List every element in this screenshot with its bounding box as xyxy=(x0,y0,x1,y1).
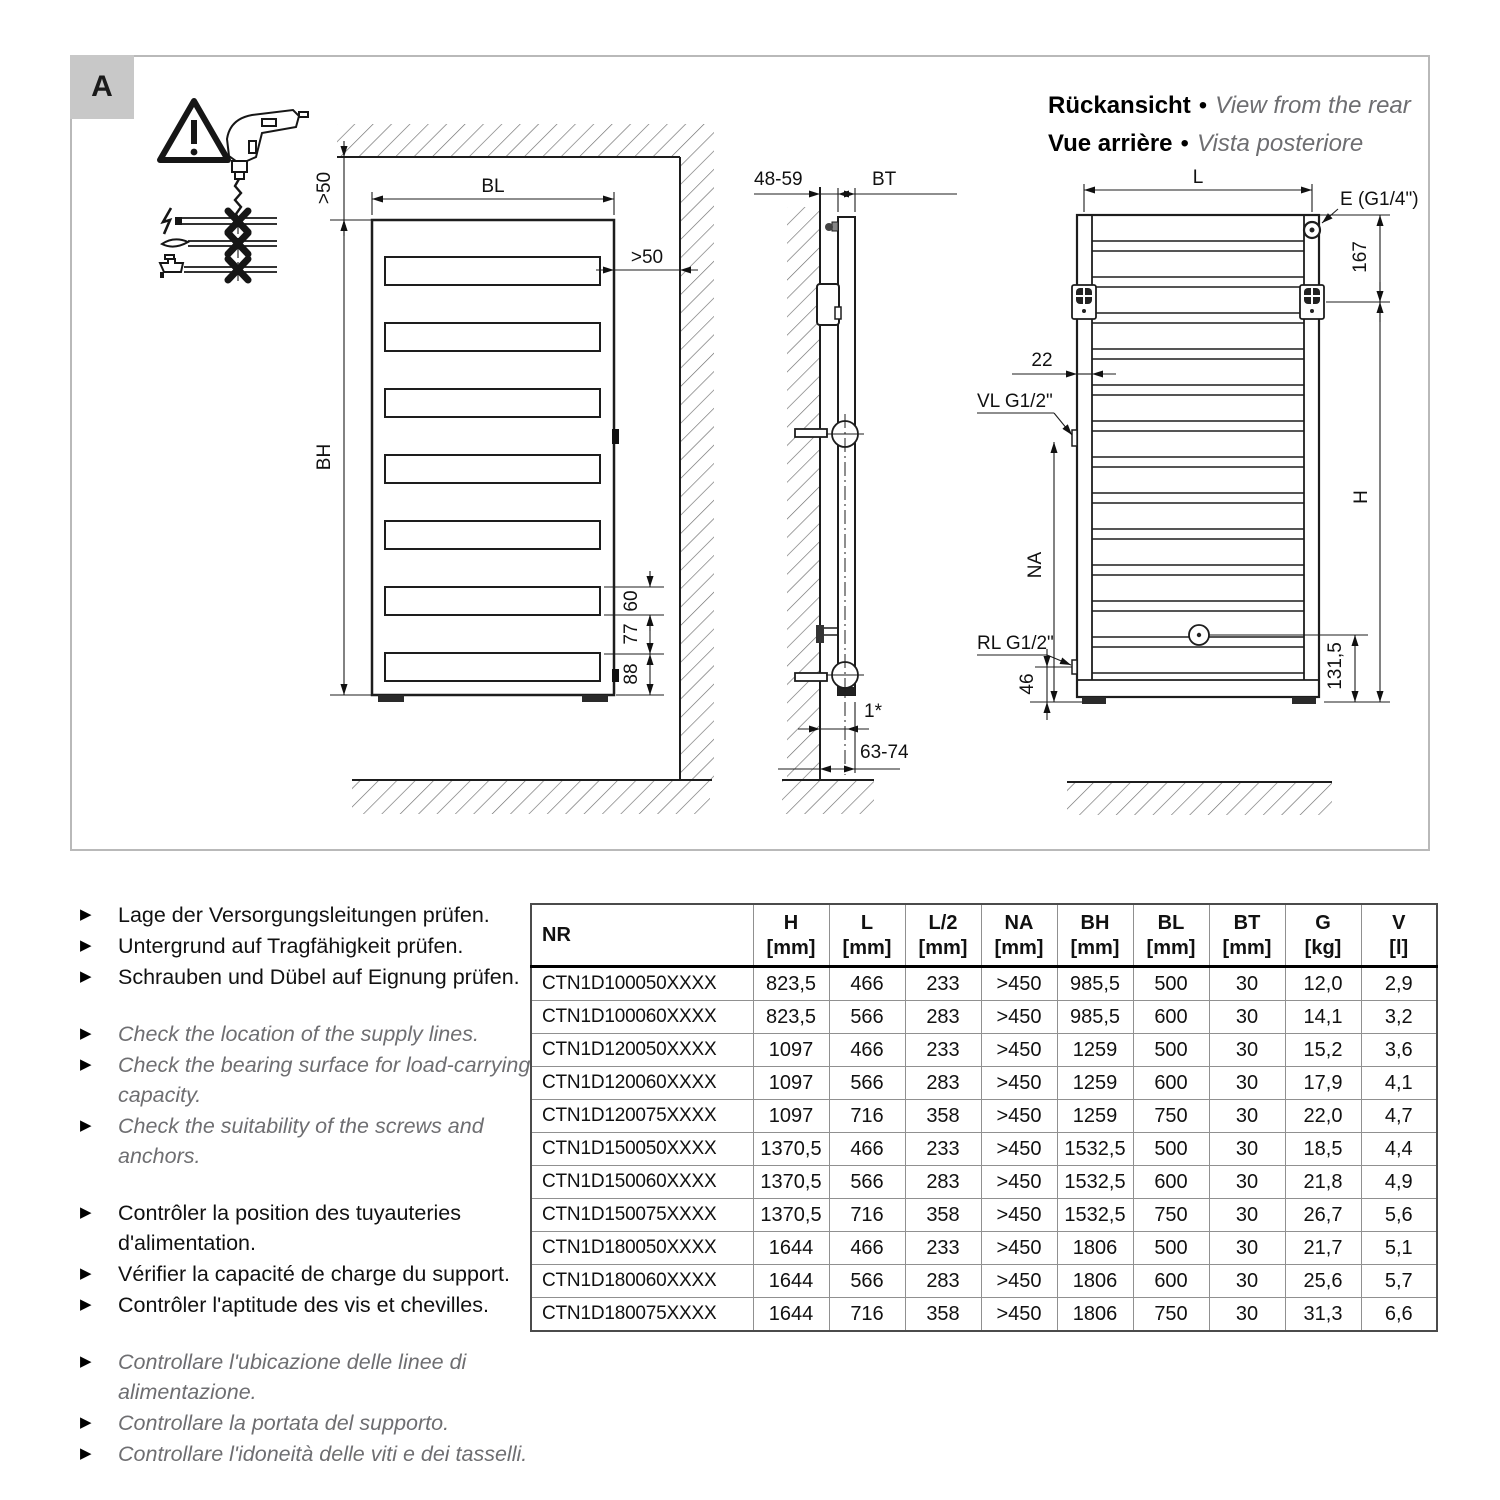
value-cell: 985,5 xyxy=(1057,967,1133,1001)
instruction-text: Check the suitability of the screws and anchors. xyxy=(118,1114,484,1168)
water-tap-icon xyxy=(160,259,183,272)
value-cell: 30 xyxy=(1209,1166,1285,1199)
instruction-text: Schrauben und Dübel auf Eignung prüfen. xyxy=(118,965,520,989)
bullet-triangle-icon: ▶ xyxy=(80,906,92,923)
model-number-cell: CTN1D180075XXXX xyxy=(531,1298,753,1332)
rl-connection-nub xyxy=(1072,660,1077,674)
radiator-profile xyxy=(838,217,855,695)
instruction-item xyxy=(80,1259,535,1289)
instruction-text: Vérifier la capacité de charge du support. xyxy=(118,1262,511,1286)
value-cell: 466 xyxy=(829,1034,905,1067)
column-unit: [kg] xyxy=(1304,937,1342,959)
bullet-triangle-icon: ▶ xyxy=(80,1117,92,1134)
value-cell: 30 xyxy=(1209,967,1285,1001)
caption-sep-1: • xyxy=(1198,92,1208,119)
table-header-row xyxy=(531,904,1437,967)
model-number-cell: CTN1D180060XXXX xyxy=(531,1265,753,1298)
column-name: G xyxy=(1315,912,1331,934)
instructions-italian xyxy=(80,1347,535,1469)
value-cell: 500 xyxy=(1133,1133,1209,1166)
table-row xyxy=(531,1166,1437,1199)
column-unit: [mm] xyxy=(1146,937,1196,959)
column-name: BT xyxy=(1233,912,1261,934)
instruction-item xyxy=(80,931,535,961)
bullet-triangle-icon: ▶ xyxy=(80,1414,92,1431)
column-header xyxy=(905,904,981,967)
gas-line-row xyxy=(162,233,277,254)
value-cell: 566 xyxy=(829,1166,905,1199)
caption-sep-2: • xyxy=(1180,130,1189,157)
value-cell: >450 xyxy=(981,1034,1057,1067)
dim-bt-label: BT xyxy=(872,169,897,190)
model-number-cell: CTN1D150050XXXX xyxy=(531,1133,753,1166)
value-cell: 5,7 xyxy=(1361,1265,1437,1298)
value-cell: 1644 xyxy=(753,1265,829,1298)
value-cell: 283 xyxy=(905,1067,981,1100)
model-number-cell: CTN1D180050XXXX xyxy=(531,1232,753,1265)
value-cell: 4,7 xyxy=(1361,1100,1437,1133)
table-row xyxy=(531,1265,1437,1298)
lower-shelf xyxy=(795,673,827,681)
side-clip xyxy=(612,669,619,682)
bullet-triangle-icon: ▶ xyxy=(80,1025,92,1042)
pre-check-instructions xyxy=(80,900,535,1496)
instruction-item xyxy=(80,1347,535,1407)
dim-gap-side-label: >50 xyxy=(630,247,664,268)
value-cell: 750 xyxy=(1133,1199,1209,1232)
value-cell: 30 xyxy=(1209,1133,1285,1166)
safety-icons xyxy=(160,101,308,281)
instruction-text: Lage der Versorgungsleitungen prüfen. xyxy=(118,903,490,927)
value-cell: 466 xyxy=(829,967,905,1001)
value-cell: 1370,5 xyxy=(753,1166,829,1199)
value-cell: 358 xyxy=(905,1199,981,1232)
dim-one-star-label: 1* xyxy=(864,701,882,722)
table-row xyxy=(531,1001,1437,1034)
wall-bracket-left xyxy=(1072,285,1096,319)
value-cell: 30 xyxy=(1209,1100,1285,1133)
value-cell: 1644 xyxy=(753,1232,829,1265)
table-row xyxy=(531,1034,1437,1067)
column-unit: [mm] xyxy=(918,937,968,959)
value-cell: 500 xyxy=(1133,967,1209,1001)
dim-22-label: 22 xyxy=(1031,350,1053,371)
electric-line-row xyxy=(163,208,277,234)
panel-letter-badge: A xyxy=(70,55,134,119)
value-cell: 1097 xyxy=(753,1067,829,1100)
dim-l-label: L xyxy=(1192,167,1204,188)
column-name: H xyxy=(783,912,799,934)
value-cell: 2,9 xyxy=(1361,967,1437,1001)
instruction-item xyxy=(80,1111,535,1171)
value-cell: 5,1 xyxy=(1361,1232,1437,1265)
model-number-cell: CTN1D150075XXXX xyxy=(531,1199,753,1232)
lightning-icon xyxy=(163,208,171,234)
value-cell: 1644 xyxy=(753,1298,829,1332)
value-cell: 4,1 xyxy=(1361,1067,1437,1100)
figure-panel-a xyxy=(70,55,1430,851)
value-cell: 1806 xyxy=(1057,1232,1133,1265)
value-cell: 1806 xyxy=(1057,1298,1133,1332)
model-number-cell: CTN1D120050XXXX xyxy=(531,1034,753,1067)
wall-hatch-right xyxy=(680,124,714,780)
dim-60-label: 60 xyxy=(621,590,642,612)
value-cell: 1532,5 xyxy=(1057,1133,1133,1166)
bullet-triangle-icon: ▶ xyxy=(80,1296,92,1313)
front-view xyxy=(314,124,714,814)
upper-bracket-nub xyxy=(835,307,841,319)
value-cell: 21,8 xyxy=(1285,1166,1361,1199)
bullet-triangle-icon: ▶ xyxy=(80,968,92,985)
value-cell: 283 xyxy=(905,1265,981,1298)
column-header xyxy=(1209,904,1285,967)
value-cell: 566 xyxy=(829,1001,905,1034)
dim-gap-top-label: >50 xyxy=(314,171,335,205)
value-cell: 31,3 xyxy=(1285,1298,1361,1332)
value-cell: 1097 xyxy=(753,1034,829,1067)
value-cell: 283 xyxy=(905,1001,981,1034)
value-cell: 823,5 xyxy=(753,1001,829,1034)
value-cell: >450 xyxy=(981,1100,1057,1133)
table-row xyxy=(531,967,1437,1001)
instruction-text: Controllare la portata del supporto. xyxy=(118,1411,450,1435)
value-cell: 3,2 xyxy=(1361,1001,1437,1034)
value-cell: 30 xyxy=(1209,1199,1285,1232)
dim-floor-dist-label: 63-74 xyxy=(860,742,909,763)
value-cell: >450 xyxy=(981,1298,1057,1332)
table-row xyxy=(531,1067,1437,1100)
instruction-item xyxy=(80,1019,535,1049)
radiator-foot xyxy=(582,695,608,702)
instructions-german xyxy=(80,900,535,992)
column-header-nr: NR xyxy=(531,904,753,967)
value-cell: 14,1 xyxy=(1285,1001,1361,1034)
dim-1315-label: 131,5 xyxy=(1325,642,1346,690)
model-number-cell: CTN1D150060XXXX xyxy=(531,1166,753,1199)
bullet-triangle-icon: ▶ xyxy=(80,1445,92,1462)
value-cell: >450 xyxy=(981,1001,1057,1034)
column-name: L/2 xyxy=(928,912,958,934)
dim-vl-label: VL G1/2" xyxy=(977,391,1053,412)
value-cell: 30 xyxy=(1209,1232,1285,1265)
value-cell: 4,9 xyxy=(1361,1166,1437,1199)
radiator-foot xyxy=(378,695,404,702)
model-spec-table xyxy=(530,903,1438,1332)
dim-h-label: H xyxy=(1351,490,1372,504)
value-cell: 283 xyxy=(905,1166,981,1199)
value-cell: 3,6 xyxy=(1361,1034,1437,1067)
value-cell: >450 xyxy=(981,1199,1057,1232)
value-cell: 716 xyxy=(829,1298,905,1332)
dim-e-label: E (G1/4") xyxy=(1340,189,1419,210)
value-cell: 566 xyxy=(829,1265,905,1298)
table-row xyxy=(531,1232,1437,1265)
value-cell: 4,4 xyxy=(1361,1133,1437,1166)
wall-bracket-right xyxy=(1300,285,1324,319)
value-cell: 18,5 xyxy=(1285,1133,1361,1166)
column-name: BL xyxy=(1157,912,1185,934)
value-cell: 233 xyxy=(905,1034,981,1067)
value-cell: 358 xyxy=(905,1100,981,1133)
rear-view xyxy=(977,167,1419,815)
dim-rl-label: RL G1/2" xyxy=(977,633,1054,654)
value-cell: 1532,5 xyxy=(1057,1166,1133,1199)
column-name: V xyxy=(1392,912,1406,934)
column-name: NA xyxy=(1004,912,1034,934)
technical-drawing xyxy=(72,57,1428,849)
dim-wall-dist-label: 48-59 xyxy=(754,169,803,190)
value-cell: 466 xyxy=(829,1133,905,1166)
value-cell: 30 xyxy=(1209,1298,1285,1332)
instructions-english xyxy=(80,1019,535,1171)
column-unit: [mm] xyxy=(994,937,1044,959)
mid-shelf xyxy=(795,429,827,437)
value-cell: 25,6 xyxy=(1285,1265,1361,1298)
lower-bracket xyxy=(816,625,824,643)
value-cell: 500 xyxy=(1133,1034,1209,1067)
value-cell: 985,5 xyxy=(1057,1001,1133,1034)
value-cell: 233 xyxy=(905,967,981,1001)
value-cell: 1806 xyxy=(1057,1265,1133,1298)
instruction-item xyxy=(80,1439,535,1469)
drill-icon xyxy=(227,110,308,218)
side-clip xyxy=(612,429,619,444)
dim-167-label: 167 xyxy=(1350,241,1371,273)
value-cell: >450 xyxy=(981,1133,1057,1166)
value-cell: 1370,5 xyxy=(753,1199,829,1232)
value-cell: 233 xyxy=(905,1232,981,1265)
value-cell: 1259 xyxy=(1057,1034,1133,1067)
table-row xyxy=(531,1100,1437,1133)
floor-hatch xyxy=(352,780,710,814)
caption-fr: Vue arrière xyxy=(1048,130,1173,157)
column-header xyxy=(1361,904,1437,967)
floor-hatch xyxy=(1067,782,1332,815)
table-row xyxy=(531,1133,1437,1166)
instruction-item xyxy=(80,1050,535,1110)
floor-hatch xyxy=(782,780,874,814)
value-cell: 30 xyxy=(1209,1034,1285,1067)
value-cell: 600 xyxy=(1133,1265,1209,1298)
value-cell: 1532,5 xyxy=(1057,1199,1133,1232)
column-header xyxy=(981,904,1057,967)
column-header xyxy=(1133,904,1209,967)
value-cell: 6,6 xyxy=(1361,1298,1437,1332)
column-name: BH xyxy=(1080,912,1110,934)
value-cell: 12,0 xyxy=(1285,967,1361,1001)
model-number-cell: CTN1D100050XXXX xyxy=(531,967,753,1001)
warning-triangle-icon xyxy=(160,101,228,160)
value-cell: 358 xyxy=(905,1298,981,1332)
instruction-item xyxy=(80,1198,535,1258)
spec-table-body xyxy=(531,967,1437,1332)
value-cell: 30 xyxy=(1209,1265,1285,1298)
value-cell: >450 xyxy=(981,967,1057,1001)
model-number-cell: CTN1D120060XXXX xyxy=(531,1067,753,1100)
value-cell: 30 xyxy=(1209,1001,1285,1034)
value-cell: 1097 xyxy=(753,1100,829,1133)
column-unit: [mm] xyxy=(842,937,892,959)
column-name: L xyxy=(860,912,874,934)
value-cell: >450 xyxy=(981,1067,1057,1100)
column-header xyxy=(1057,904,1133,967)
bullet-triangle-icon: ▶ xyxy=(80,937,92,954)
instruction-text: Untergrund auf Tragfähigkeit prüfen. xyxy=(118,934,464,958)
vl-connection-nub xyxy=(1072,430,1077,446)
instruction-text: Controllare l'idoneità delle viti e dei tasselli. xyxy=(118,1442,528,1466)
table-row xyxy=(531,1199,1437,1232)
value-cell: 823,5 xyxy=(753,967,829,1001)
column-header xyxy=(1285,904,1361,967)
model-number-cell: CTN1D120075XXXX xyxy=(531,1100,753,1133)
column-header xyxy=(753,904,829,967)
dim-bl-label: BL xyxy=(481,176,505,197)
instruction-item xyxy=(80,900,535,930)
radiator-foot xyxy=(1292,697,1316,704)
value-cell: >450 xyxy=(981,1265,1057,1298)
instruction-text: Contrôler l'aptitude des vis et chevilles. xyxy=(118,1293,489,1317)
dim-na-label: NA xyxy=(1025,551,1046,579)
bullet-triangle-icon: ▶ xyxy=(80,1265,92,1282)
value-cell: 233 xyxy=(905,1133,981,1166)
wall-hatch xyxy=(787,207,820,780)
instruction-text: Contrôler la position des tuyauteries d'alimentation. xyxy=(118,1201,461,1255)
gas-pipe-icon xyxy=(162,239,188,246)
value-cell: 26,7 xyxy=(1285,1199,1361,1232)
caption-de: Rückansicht xyxy=(1048,92,1191,119)
value-cell: 716 xyxy=(829,1100,905,1133)
wall-hatch-top xyxy=(337,124,680,157)
value-cell: 15,2 xyxy=(1285,1034,1361,1067)
value-cell: 1259 xyxy=(1057,1100,1133,1133)
value-cell: 750 xyxy=(1133,1100,1209,1133)
value-cell: 600 xyxy=(1133,1067,1209,1100)
radiator-foot xyxy=(1082,697,1106,704)
column-header xyxy=(829,904,905,967)
value-cell: 1259 xyxy=(1057,1067,1133,1100)
column-unit: [l] xyxy=(1389,937,1409,959)
value-cell: 716 xyxy=(829,1199,905,1232)
value-cell: >450 xyxy=(981,1232,1057,1265)
value-cell: 750 xyxy=(1133,1298,1209,1332)
column-unit: [mm] xyxy=(766,937,816,959)
dim-bh-label: BH xyxy=(314,443,335,471)
dim-77-label: 77 xyxy=(621,623,642,645)
caption-en: View from the rear xyxy=(1215,92,1411,119)
instruction-item xyxy=(80,1408,535,1438)
value-cell: 30 xyxy=(1209,1067,1285,1100)
water-line-row xyxy=(160,255,277,280)
side-view xyxy=(754,169,957,814)
instruction-text: Check the bearing surface for load-carrying capacity. xyxy=(118,1053,531,1107)
bullet-triangle-icon: ▶ xyxy=(80,1204,92,1221)
instruction-text: Controllare l'ubicazione delle linee di alimentazione. xyxy=(118,1350,467,1404)
value-cell: 466 xyxy=(829,1232,905,1265)
caption-it: Vista posteriore xyxy=(1196,130,1364,157)
value-cell: 1370,5 xyxy=(753,1133,829,1166)
value-cell: >450 xyxy=(981,1166,1057,1199)
value-cell: 17,9 xyxy=(1285,1067,1361,1100)
column-unit: [mm] xyxy=(1222,937,1272,959)
dim-88-label: 88 xyxy=(621,663,642,685)
value-cell: 21,7 xyxy=(1285,1232,1361,1265)
bullet-triangle-icon: ▶ xyxy=(80,1353,92,1370)
model-number-cell: CTN1D100060XXXX xyxy=(531,1001,753,1034)
top-screw-head xyxy=(825,223,833,231)
value-cell: 5,6 xyxy=(1361,1199,1437,1232)
value-cell: 566 xyxy=(829,1067,905,1100)
value-cell: 500 xyxy=(1133,1232,1209,1265)
dim-46-label: 46 xyxy=(1017,673,1038,695)
value-cell: 600 xyxy=(1133,1166,1209,1199)
instruction-item xyxy=(80,1290,535,1320)
instructions-french xyxy=(80,1198,535,1320)
table-row xyxy=(531,1298,1437,1332)
value-cell: 600 xyxy=(1133,1001,1209,1034)
column-unit: [mm] xyxy=(1070,937,1120,959)
bullet-triangle-icon: ▶ xyxy=(80,1056,92,1073)
instruction-text: Check the location of the supply lines. xyxy=(118,1022,479,1046)
value-cell: 22,0 xyxy=(1285,1100,1361,1133)
instruction-item xyxy=(80,962,535,992)
